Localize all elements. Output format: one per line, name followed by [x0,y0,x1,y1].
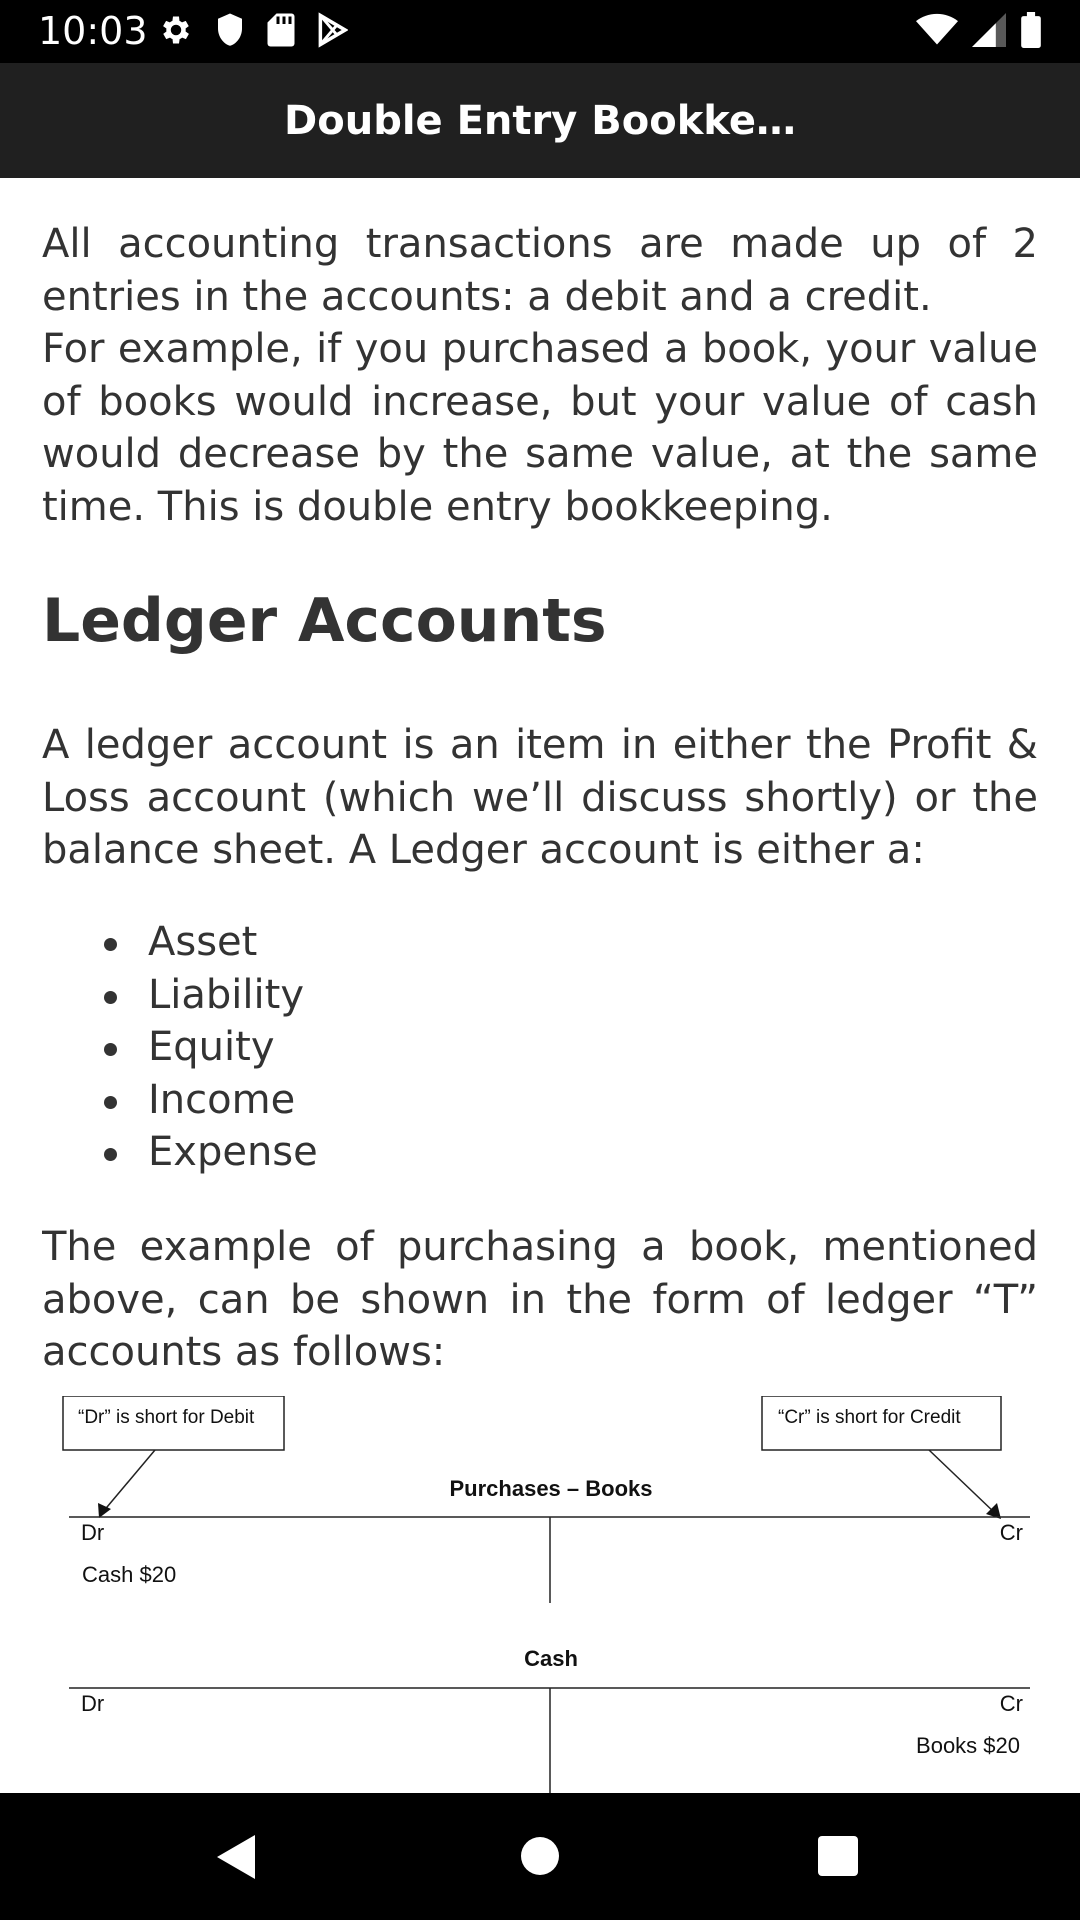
navigation-bar [0,1793,1080,1920]
intro-paragraph-1: All accounting transactions are made up of 2 entries in the accounts: a debit and a credit. [42,221,1038,320]
cr-arrow-line [929,1450,996,1514]
article-content[interactable] [42,178,1038,1793]
debit-entry: Cash $20 [82,1562,177,1587]
dr-callout-text: “Dr” is short for Debit [78,1407,255,1428]
recents-icon[interactable] [818,1836,858,1876]
dr-label: Dr [81,1691,105,1716]
cr-callout-text: “Cr” is short for Credit [778,1407,961,1428]
credit-entry: Books $20 [916,1733,1020,1758]
page-title: Double Entry Bookke… [284,97,796,144]
intro-paragraph-2: For example, if you purchased a book, your value of books would increase, but your value of cash would decrease by the same value, at the same time. This is double entry bookkeeping. [42,326,1038,530]
status-bar [0,0,1080,63]
list-item: Expense [42,1126,318,1179]
list-item: Asset [42,916,318,969]
account-title: Cash [524,1646,578,1671]
list-item: Liability [42,969,318,1022]
app-bar [0,63,1080,178]
dr-arrow-line [102,1450,155,1513]
shield-icon [214,12,246,53]
cellular-signal-icon [972,13,1006,52]
account-types-list [42,916,318,1179]
back-icon[interactable] [215,1833,259,1881]
status-icons-left [158,14,348,50]
settings-gear-icon [158,12,194,53]
sd-card-icon [266,12,296,53]
t-account-diagram [42,1396,1038,1793]
play-store-icon [316,12,348,53]
battery-icon [1020,12,1042,53]
intro-section [42,218,1038,533]
cr-label: Cr [999,1691,1023,1716]
cr-label: Cr [999,1520,1023,1545]
status-icons-right [916,14,1042,50]
account-title: Purchases – Books [449,1476,653,1501]
ledger-paragraph: A ledger account is an item in either the Profit & Loss account (which we’ll discuss shortly) or the balance sheet. A Ledger account is either a: [42,722,1038,873]
list-item: Income [42,1074,318,1127]
home-icon[interactable] [520,1836,560,1876]
section-heading: Ledger Accounts [42,586,607,656]
dr-label: Dr [81,1520,105,1545]
list-item: Equity [42,1021,318,1074]
wifi-icon [916,13,958,52]
status-time: 10:03 [38,9,148,53]
example-paragraph: The example of purchasing a book, mentioned above, can be shown in the form of ledger “T” accounts as follows: [42,1224,1038,1375]
